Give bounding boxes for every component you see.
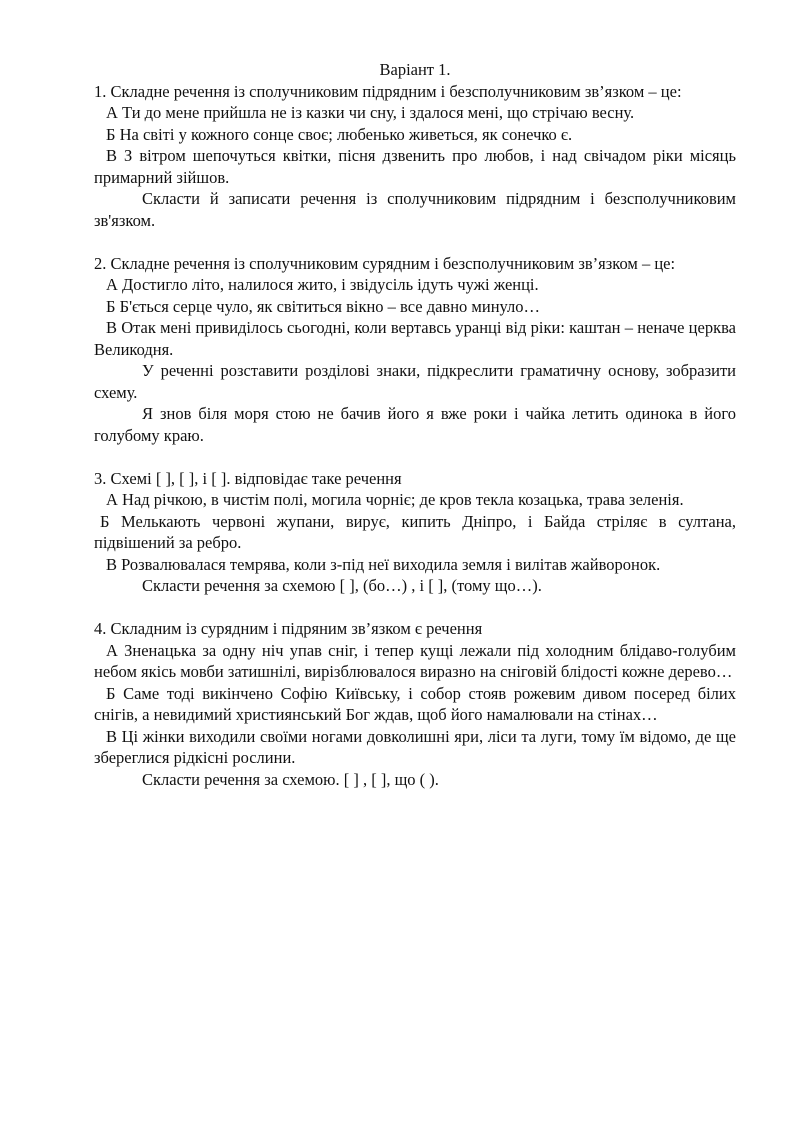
document-page	[94, 59, 736, 790]
question-2-task: У реченні розставити розділові знаки, підкреслити граматичну основу, зобразити схему.	[94, 361, 736, 402]
question-3-option-b: Б Мелькають червоні жупани, вирує, кипить Дніпро, і Байда стріляє в султана, підвішений за ребро.	[94, 511, 736, 552]
question-3	[94, 468, 736, 597]
spacer	[94, 231, 736, 253]
question-1-task: Скласти й записати речення із сполучниковим підрядним і безсполучниковим зв'язком.	[94, 189, 736, 230]
question-2-option-b: Б Б'ється серце чуло, як світиться вікно – все давно минуло…	[106, 296, 541, 316]
spacer	[94, 446, 736, 468]
question-3-option-a: А Над річкою, в чистім полі, могила чорніє; де кров текла козацька, трава зеленія.	[106, 490, 684, 509]
question-1-option-b: Б На світі у кожного сонце своє; любенько живеться, як сонечко є.	[106, 124, 573, 144]
question-4-option-c: В Ці жінки виходили своїми ногами довколишні яри, ліси та луги, тому їм відомо, де ще збереглися рідкісні рослини.	[94, 726, 736, 767]
question-4-task: Скласти речення за схемою. [ ] , [ ], що ( ).	[142, 769, 439, 789]
question-4-option-b: Б Саме тоді викінчено Софію Київську, і собор стояв рожевим дивом посеред білих снігів, а невидимий християнський Бог ждав, щоб його намалювали на стінах…	[94, 683, 736, 724]
question-3-option-c: В Розвалювалася темрява, коли з-під неї виходила земля і вилітав жайворонок.	[106, 554, 661, 574]
question-1-text: 1. Складне речення із сполучниковим підрядним і безсполучниковим зв’язком – це:	[94, 81, 682, 101]
question-1-option-c: В З вітром шепочуться квітки, пісня дзвенить про любов, і над свічадом ріки місяць примарний зійшов.	[94, 146, 736, 187]
question-4	[94, 618, 736, 790]
question-2-option-c: В Отак мені привиділось сьогодні, коли вертавсь уранці від ріки: каштан – неначе церква Великодня.	[94, 318, 736, 359]
question-4-text: 4. Складним із сурядним і підряним зв’язком є речення	[94, 619, 483, 638]
question-2-option-a: А Достигло літо, налилося жито, і звідусіль ідуть чужі женці.	[106, 275, 539, 294]
question-2-text: 2. Складне речення із сполучниковим сурядним і безсполучниковим зв’язком – це:	[94, 253, 676, 273]
question-2-sentence: Я знов біля моря стою не бачив його я вже роки і чайка летить одинока в його голубому краю.	[94, 404, 736, 445]
question-1-option-a: А Ти до мене прийшла не із казки чи сну, і здалося мені, що стрічаю весну.	[106, 103, 635, 122]
question-4-option-a: А Зненацька за одну ніч упав сніг, і тепер кущі лежали під холодним блідаво-голубим небом якісь мовби затишнілі, вирізблювалося виразно на сніговій блідості кожне дерево…	[94, 640, 736, 681]
question-2	[94, 253, 736, 447]
question-3-task: Скласти речення за схемою [ ], (бо…) , і [ ], (тому що…).	[142, 576, 542, 595]
question-3-text: 3. Схемі [ ], [ ], і [ ]. відповідає таке речення	[94, 468, 402, 488]
question-1	[94, 81, 736, 232]
spacer	[94, 597, 736, 619]
variant-title: Варіант 1.	[379, 60, 451, 79]
